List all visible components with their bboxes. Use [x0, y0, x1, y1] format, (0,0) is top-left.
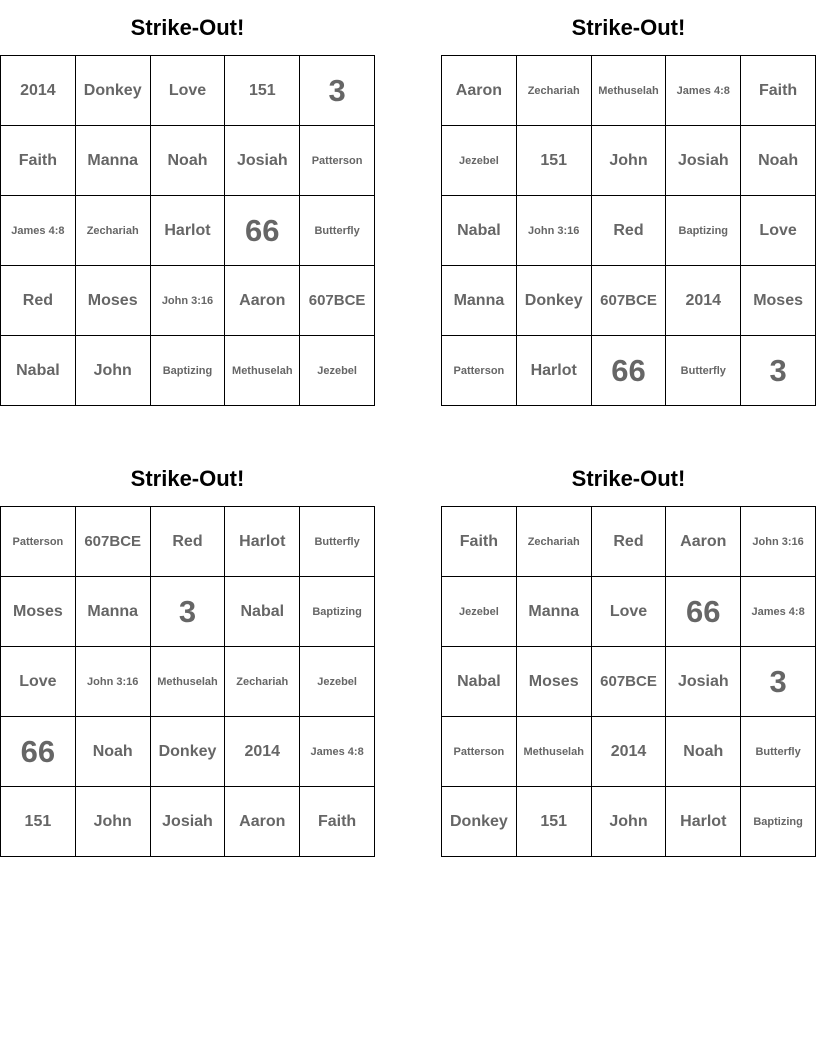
bingo-cell: 66: [1, 717, 76, 787]
bingo-cell: Faith: [442, 507, 517, 577]
bingo-cell: 3: [741, 336, 816, 406]
bingo-cell: Josiah: [151, 787, 226, 857]
bingo-cell: Manna: [76, 126, 151, 196]
bingo-cell: John: [76, 787, 151, 857]
bingo-cell: Patterson: [1, 507, 76, 577]
bingo-cell: Harlot: [151, 196, 226, 266]
bingo-cell: Nabal: [442, 647, 517, 717]
card-title: Strike-Out!: [571, 466, 686, 491]
bingo-cell: Baptizing: [741, 787, 816, 857]
bingo-cell: Red: [592, 507, 667, 577]
bingo-cell: 151: [225, 56, 300, 126]
bingo-cell: Butterfly: [300, 196, 375, 266]
bingo-cell: Baptizing: [151, 336, 226, 406]
bingo-cell: Harlot: [225, 507, 300, 577]
bingo-cell: Methuselah: [151, 647, 226, 717]
bingo-cell: Love: [151, 56, 226, 126]
bingo-cell: Manna: [442, 266, 517, 336]
bingo-cell: Baptizing: [300, 577, 375, 647]
bingo-cell: Methuselah: [225, 336, 300, 406]
bingo-cell: John: [76, 336, 151, 406]
bingo-cell: Josiah: [666, 647, 741, 717]
bingo-cell: James 4:8: [741, 577, 816, 647]
bingo-cell: Red: [151, 507, 226, 577]
bingo-cell: Nabal: [225, 577, 300, 647]
bingo-cell: Noah: [76, 717, 151, 787]
bingo-cell: 151: [1, 787, 76, 857]
bingo-cell: Jezebel: [300, 336, 375, 406]
bingo-cell: Manna: [76, 577, 151, 647]
bingo-cell: Manna: [517, 577, 592, 647]
bingo-cell: Butterfly: [300, 507, 375, 577]
bingo-cell: Faith: [741, 56, 816, 126]
card-title: Strike-Out!: [130, 466, 245, 491]
bingo-cell: Zechariah: [225, 647, 300, 717]
bingo-cell: Noah: [151, 126, 226, 196]
bingo-cell: 66: [225, 196, 300, 266]
bingo-cell: Aaron: [666, 507, 741, 577]
bingo-cell: Moses: [1, 577, 76, 647]
bingo-cell: Patterson: [442, 336, 517, 406]
bingo-grid: [441, 506, 816, 857]
bingo-cell: Josiah: [225, 126, 300, 196]
bingo-cell: Methuselah: [517, 717, 592, 787]
bingo-cell: 3: [741, 647, 816, 717]
bingo-cell: Love: [1, 647, 76, 717]
bingo-cell: 2014: [1, 56, 76, 126]
bingo-cell: Moses: [76, 266, 151, 336]
bingo-cell: John: [592, 126, 667, 196]
bingo-cell: 2014: [225, 717, 300, 787]
bingo-cell: Harlot: [517, 336, 592, 406]
bingo-cell: Jezebel: [442, 577, 517, 647]
bingo-cell: 607BCE: [300, 266, 375, 336]
bingo-cell: 66: [592, 336, 667, 406]
bingo-cell: John 3:16: [151, 266, 226, 336]
bingo-cell: Jezebel: [442, 126, 517, 196]
bingo-cell: Harlot: [666, 787, 741, 857]
card-title: Strike-Out!: [571, 15, 686, 40]
bingo-cell: Faith: [1, 126, 76, 196]
bingo-cell: Noah: [666, 717, 741, 787]
bingo-cell: Zechariah: [76, 196, 151, 266]
bingo-cell: Red: [592, 196, 667, 266]
bingo-cell: Donkey: [442, 787, 517, 857]
bingo-cell: 3: [300, 56, 375, 126]
bingo-cell: Noah: [741, 126, 816, 196]
bingo-cell: Butterfly: [666, 336, 741, 406]
bingo-grid: [0, 506, 375, 857]
bingo-cell: John: [592, 787, 667, 857]
card-title: Strike-Out!: [130, 15, 245, 40]
bingo-cell: Josiah: [666, 126, 741, 196]
bingo-cell: Donkey: [76, 56, 151, 126]
bingo-cell: 607BCE: [592, 266, 667, 336]
bingo-cell: 607BCE: [76, 507, 151, 577]
bingo-cell: Moses: [517, 647, 592, 717]
bingo-cell: James 4:8: [666, 56, 741, 126]
bingo-cell: Aaron: [442, 56, 517, 126]
bingo-cell: 607BCE: [592, 647, 667, 717]
bingo-cell: James 4:8: [1, 196, 76, 266]
bingo-cell: Moses: [741, 266, 816, 336]
bingo-cell: Patterson: [300, 126, 375, 196]
bingo-cell: 151: [517, 126, 592, 196]
bingo-grid: [441, 55, 816, 406]
bingo-cell: 66: [666, 577, 741, 647]
bingo-cell: Aaron: [225, 787, 300, 857]
bingo-grid: [0, 55, 375, 406]
bingo-cell: 3: [151, 577, 226, 647]
bingo-cell: Faith: [300, 787, 375, 857]
bingo-cell: Love: [592, 577, 667, 647]
bingo-cell: Red: [1, 266, 76, 336]
bingo-cell: Nabal: [1, 336, 76, 406]
bingo-cell: Jezebel: [300, 647, 375, 717]
bingo-cell: John 3:16: [76, 647, 151, 717]
bingo-cell: 2014: [592, 717, 667, 787]
bingo-cell: Love: [741, 196, 816, 266]
bingo-cell: Baptizing: [666, 196, 741, 266]
bingo-cell: Aaron: [225, 266, 300, 336]
bingo-cell: Nabal: [442, 196, 517, 266]
bingo-cell: John 3:16: [741, 507, 816, 577]
bingo-cell: Zechariah: [517, 507, 592, 577]
bingo-cell: Zechariah: [517, 56, 592, 126]
bingo-cell: Methuselah: [592, 56, 667, 126]
bingo-cell: Patterson: [442, 717, 517, 787]
bingo-cell: 151: [517, 787, 592, 857]
bingo-cell: Donkey: [151, 717, 226, 787]
bingo-cell: Butterfly: [741, 717, 816, 787]
bingo-cell: James 4:8: [300, 717, 375, 787]
bingo-cell: John 3:16: [517, 196, 592, 266]
bingo-cell: 2014: [666, 266, 741, 336]
bingo-cell: Donkey: [517, 266, 592, 336]
